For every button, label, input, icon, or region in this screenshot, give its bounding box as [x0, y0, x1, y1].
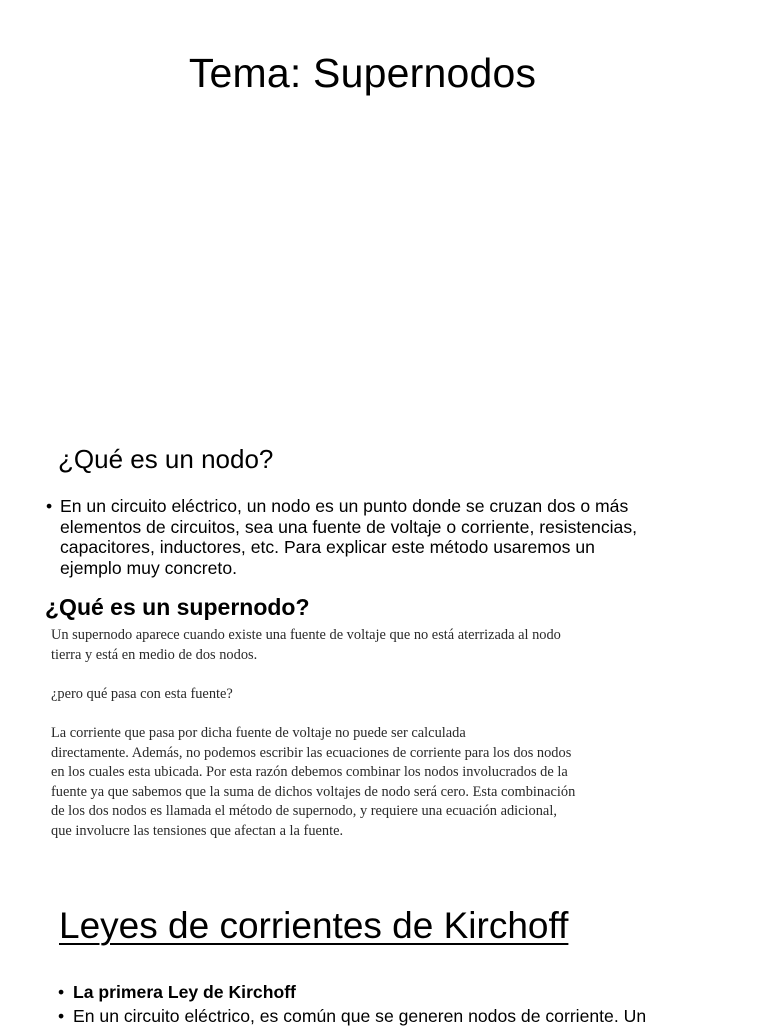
bullet-marker: •	[58, 982, 65, 1002]
text-line: La corriente que pasa por dicha fuente de voltaje no puede ser calculada	[51, 724, 466, 741]
first-law-label: La primera Ley de Kirchoff	[73, 982, 296, 1002]
bullet-marker: •	[58, 1006, 65, 1026]
text-line: Un supernodo aparece cuando existe una fuente de voltaje que no está aterrizada al nodo	[51, 627, 561, 643]
text-line: ejemplo muy concreto.	[60, 557, 237, 578]
bullet-marker: •	[46, 496, 53, 516]
text-line: directamente. Además, no podemos escribir las ecuaciones de corriente para los dos nodos	[51, 744, 572, 761]
text-line: En un circuito eléctrico, un nodo es un punto donde se cruzan dos o más	[60, 496, 629, 516]
first-law-text: En un circuito eléctrico, es común que se generen nodos de corriente. Un	[73, 1006, 647, 1026]
list-item	[58, 980, 758, 1004]
laws-heading: Leyes de corrientes de Kirchoff	[59, 905, 569, 946]
text-line: elementos de circuitos, sea una fuente de voltaje o corriente, resistencias,	[60, 516, 638, 537]
paragraph-gap	[51, 665, 751, 685]
page-title: Tema: Supernodos	[188, 50, 537, 96]
node-definition-text	[60, 496, 746, 578]
text-line: fuente ya que sabemos que la suma de dichos voltajes de nodo será cero. Esta combinación	[51, 783, 576, 800]
supernode-explanation	[51, 626, 751, 842]
laws-list	[58, 980, 758, 1028]
text-line: ¿pero qué pasa con esta fuente?	[51, 685, 233, 702]
supernode-heading: ¿Qué es un supernodo?	[45, 594, 310, 620]
text-line: de los dos nodos es llamada el método de supernodo, y requiere una ecuación adicional,	[51, 803, 557, 820]
node-definition	[46, 496, 746, 578]
text-line: en los cuales esta ubicada. Por esta razón debemos combinar los nodos involucrados de la	[51, 764, 568, 781]
paragraph-gap	[51, 704, 751, 724]
text-line: tierra y está en medio de dos nodos.	[51, 646, 258, 663]
text-line: capacitores, inductores, etc. Para explicar este método usaremos un	[60, 537, 595, 557]
list-item	[58, 1004, 758, 1028]
text-line: que involucre las tensiones que afectan a la fuente.	[51, 822, 344, 839]
node-heading: ¿Qué es un nodo?	[58, 444, 274, 474]
